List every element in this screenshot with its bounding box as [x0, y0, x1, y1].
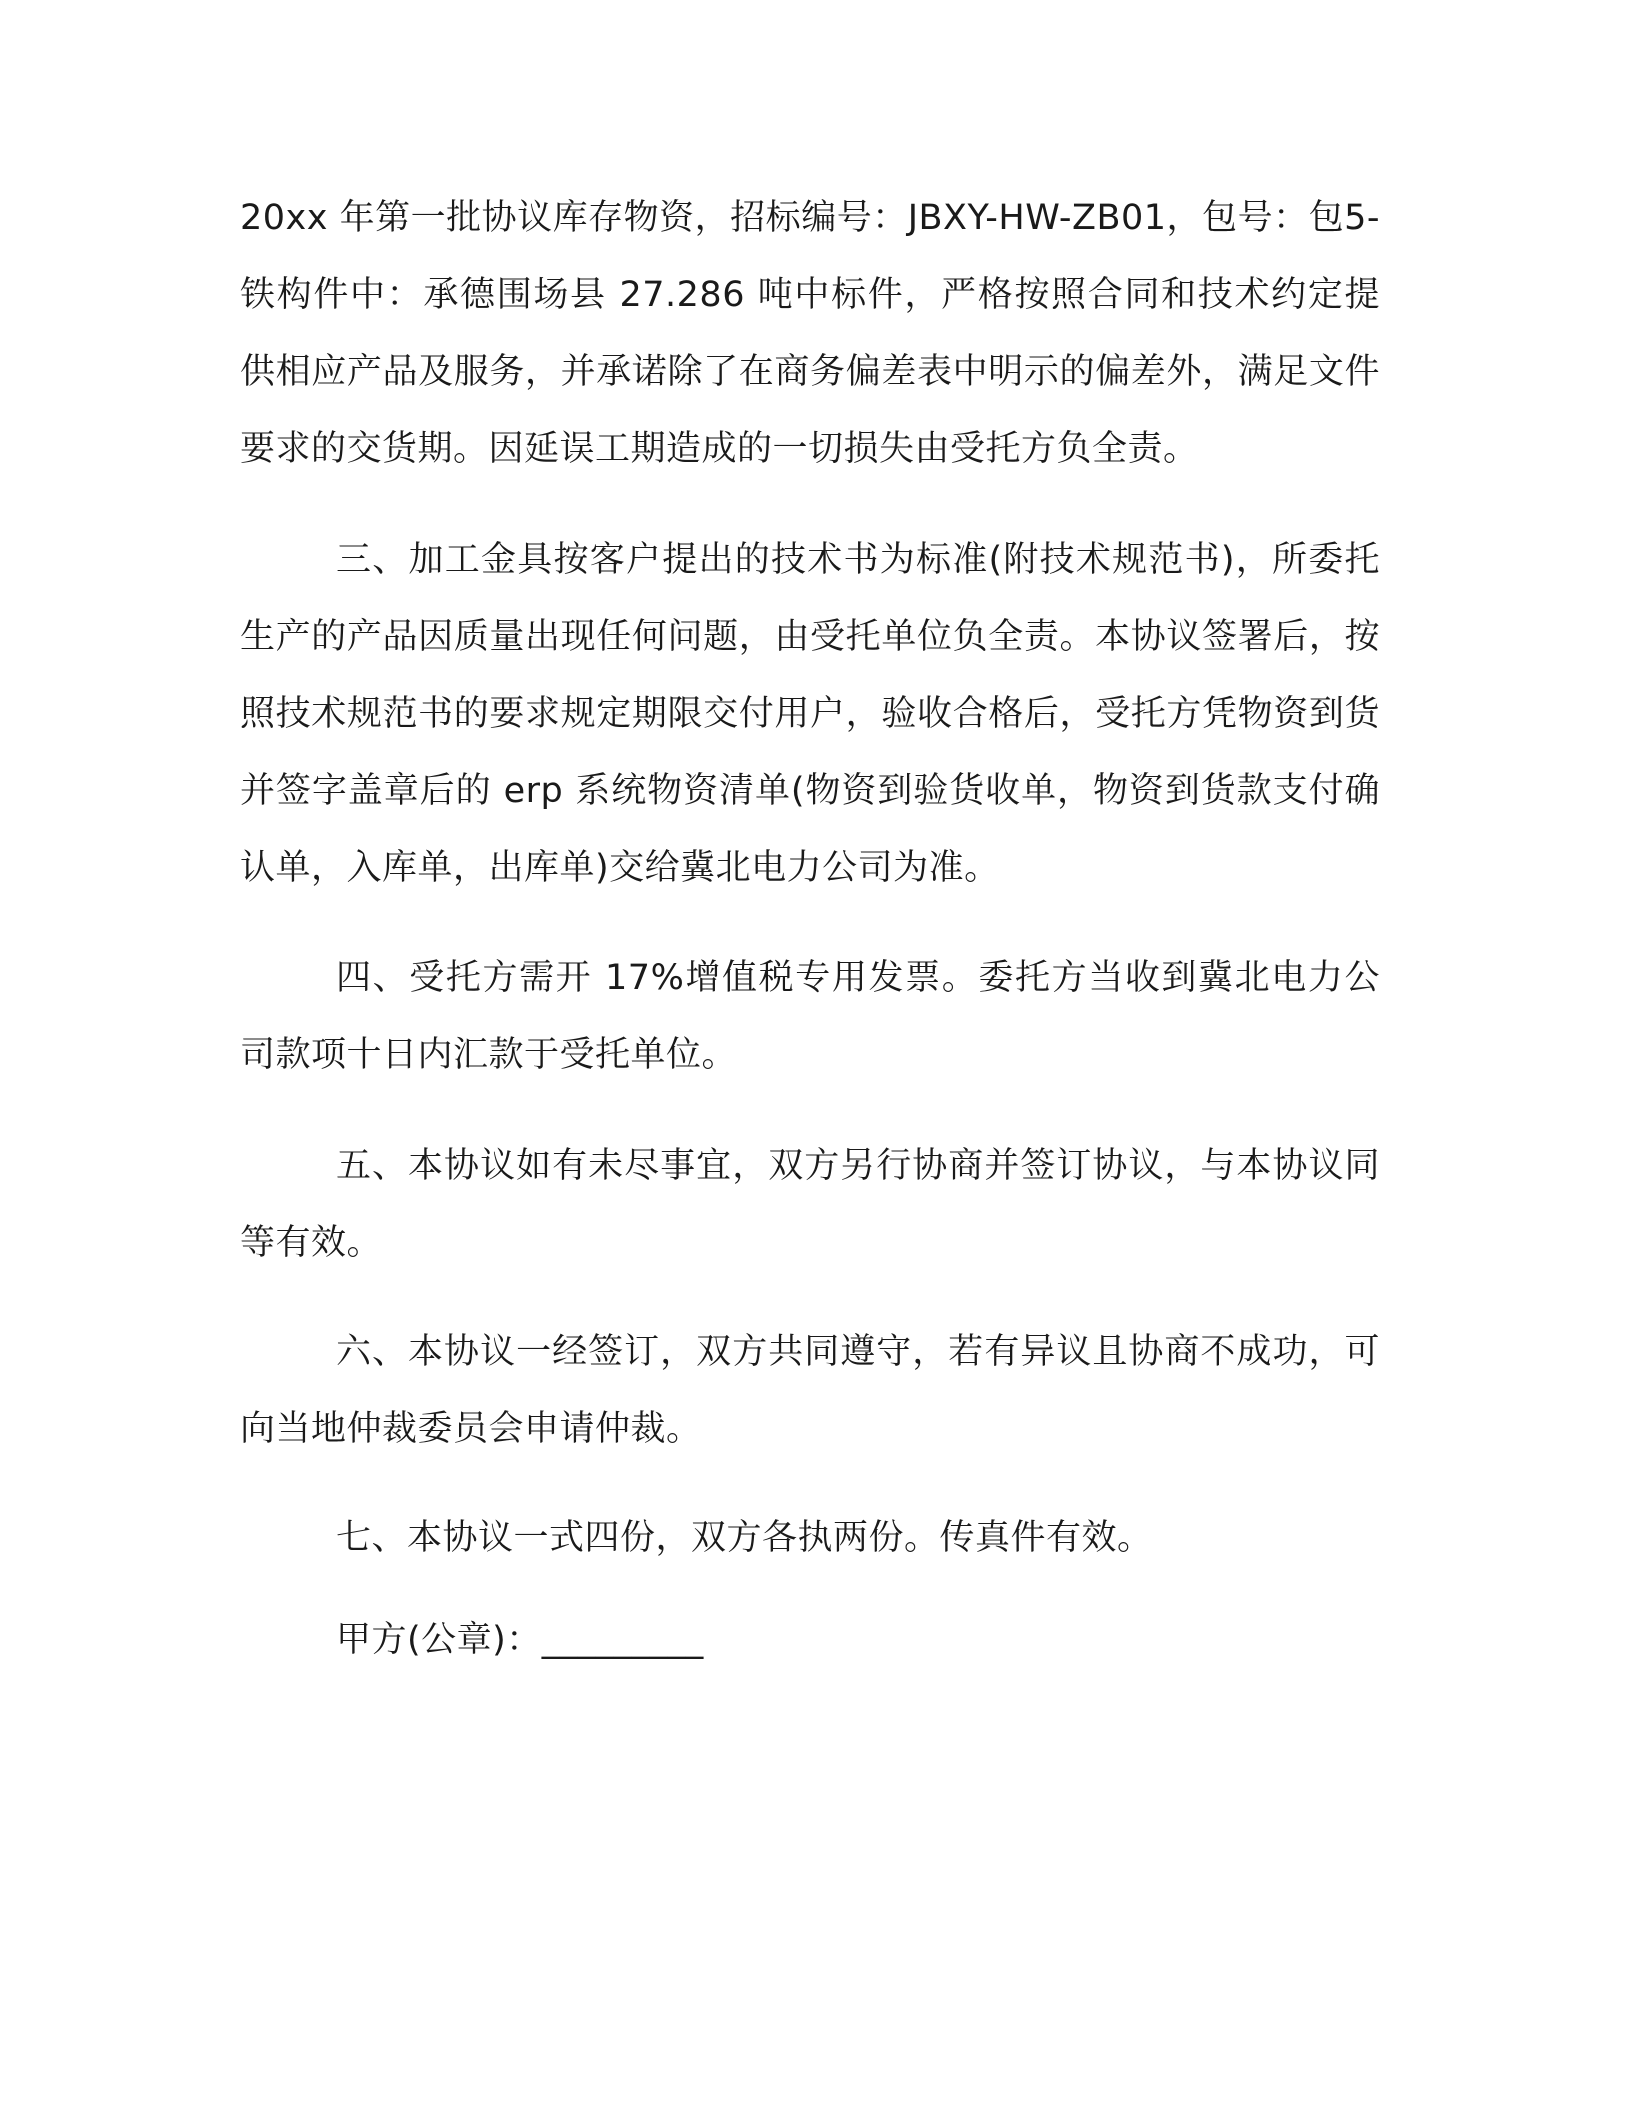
signature-party-a: 甲方(公章)：_________ [336, 1620, 704, 1660]
paragraph-continuation: 20xx 年第一批协议库存物资，招标编号：JBXY-HW-ZB01，包号：包5-铁构件中：承德围场县 27.286 吨中标件，严格按照合同和技术约定提供相应产品及服务，并承诺除了在商务偏差表中明示的偏差外，满足文件要求的交货期。因延误工期造成的一切损失由受托方负全责。 [240, 198, 1380, 469]
paragraph-clause-5: 五、本协议如有未尽事宜，双方另行协商并签订协议，与本协议同等有效。 [240, 1146, 1380, 1263]
paragraph-clause-7: 七、本协议一式四份，双方各执两份。传真件有效。 [336, 1518, 1153, 1558]
paragraph-clause-4: 四、受托方需开 17%增值税专用发票。委托方当收到冀北电力公司款项十日内汇款于受托单位。 [240, 958, 1380, 1075]
paragraph-clause-3: 三、加工金具按客户提出的技术书为标准(附技术规范书)，所委托生产的产品因质量出现任何问题，由受托单位负全责。本协议签署后，按照技术规范书的要求规定期限交付用户，验收合格后，受托方凭物资到货并签字盖章后的 erp 系统物资清单(物资到验货收单，物资到货款支付确认单，入库单，出库单)交给冀北电力公司为准。 [240, 540, 1380, 888]
paragraph-clause-6: 六、本协议一经签订，双方共同遵守，若有异议且协商不成功，可向当地仲裁委员会申请仲裁。 [240, 1332, 1380, 1449]
